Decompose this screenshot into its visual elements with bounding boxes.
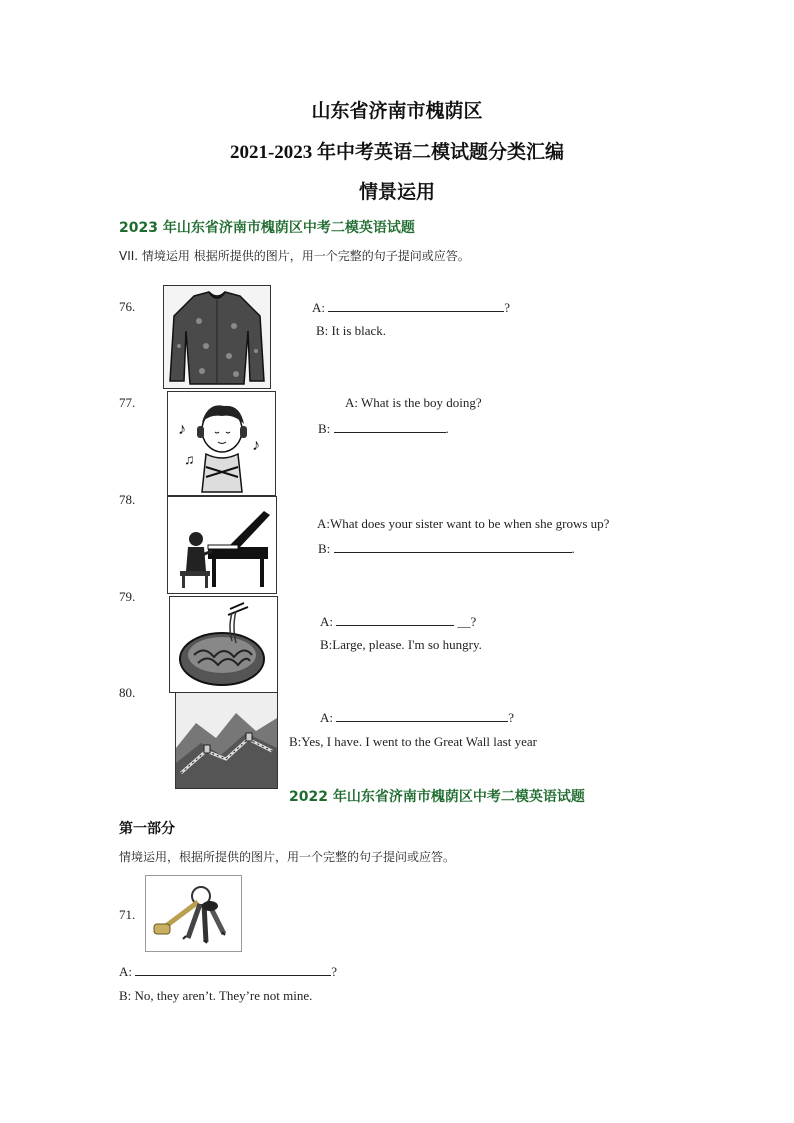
section-2022-part: 第一部分: [119, 821, 175, 837]
svg-text:♫: ♫: [184, 453, 195, 468]
section-2022-instruction: 情境运用，根据所提供的图片，用一个完整的句子提问或应答。: [119, 850, 456, 864]
item-76-line-b: B: It is black.: [316, 323, 387, 338]
item-78-number: 78.: [119, 492, 136, 507]
section-2023-heading: 2023 年山东省济南市槐荫区中考二模英语试题: [119, 220, 415, 236]
item-77-answer-blank[interactable]: [334, 420, 446, 433]
item-76-number: 76.: [119, 299, 136, 314]
item-80-line-a: [320, 709, 514, 726]
item-77-number: 77.: [119, 395, 136, 410]
item-80-a-end: ?: [508, 710, 515, 725]
item-77-line-b: [318, 420, 449, 437]
item-79-line-a: [320, 613, 476, 630]
item-76-a-label: A:: [312, 300, 325, 315]
item-78-line-b: [318, 540, 575, 557]
item-76-a-end: ?: [504, 300, 511, 315]
item-71-line-b: B: No, they aren’t. They’re not mine.: [119, 988, 313, 1003]
item-79-a-end: __?: [457, 614, 477, 629]
item-76-answer-blank[interactable]: [328, 299, 504, 312]
doc-title-line1: 山东省济南市槐荫区: [311, 100, 483, 122]
item-77-line-a: A: What is the boy doing?: [345, 395, 482, 410]
item-78-line-a: A:What does your sister want to be when she grows up?: [317, 516, 610, 531]
item-71-a-end: ?: [331, 964, 338, 979]
item-71-number: 71.: [119, 907, 136, 922]
item-79-answer-blank[interactable]: [336, 613, 454, 626]
item-78-b-end: .: [571, 541, 575, 556]
item-80-answer-blank[interactable]: [336, 709, 508, 722]
svg-text:♪: ♪: [178, 421, 186, 438]
item-80-number: 80.: [119, 685, 136, 700]
section-2022-heading: 2022 年山东省济南市槐荫区中考二模英语试题: [289, 789, 585, 805]
section-2023-instruction: VII. 情境运用 根据所提供的图片，用一个完整的句子提问或应答。: [119, 249, 470, 263]
item-78-b-label: B:: [318, 541, 331, 556]
keys-image: [145, 875, 242, 952]
item-79-number: 79.: [119, 589, 136, 604]
doc-title-line2: 2021-2023 年中考英语二模试题分类汇编: [229, 142, 565, 163]
doc-title-line3: 情景运用: [358, 181, 435, 203]
item-71-line-a: [119, 963, 337, 980]
item-77-b-label: B:: [318, 421, 331, 436]
noodles-bowl-image: [169, 596, 278, 693]
item-71-a-label: A:: [119, 964, 132, 979]
item-71-answer-blank[interactable]: [135, 963, 331, 976]
great-wall-image: [175, 692, 278, 789]
boy-listening-music-image: [167, 391, 276, 496]
item-79-line-b: B:Large, please. I'm so hungry.: [320, 637, 482, 652]
sweater-image: [163, 285, 271, 389]
item-80-line-b: B:Yes, I have. I went to the Great Wall last year: [289, 734, 537, 749]
item-80-a-label: A:: [320, 710, 333, 725]
svg-text:♪: ♪: [252, 437, 260, 454]
item-78-answer-blank[interactable]: [334, 540, 572, 553]
item-79-a-label: A:: [320, 614, 333, 629]
item-77-b-end: .: [445, 421, 449, 436]
piano-player-image: [167, 496, 277, 594]
item-76-line-a: [312, 299, 510, 316]
